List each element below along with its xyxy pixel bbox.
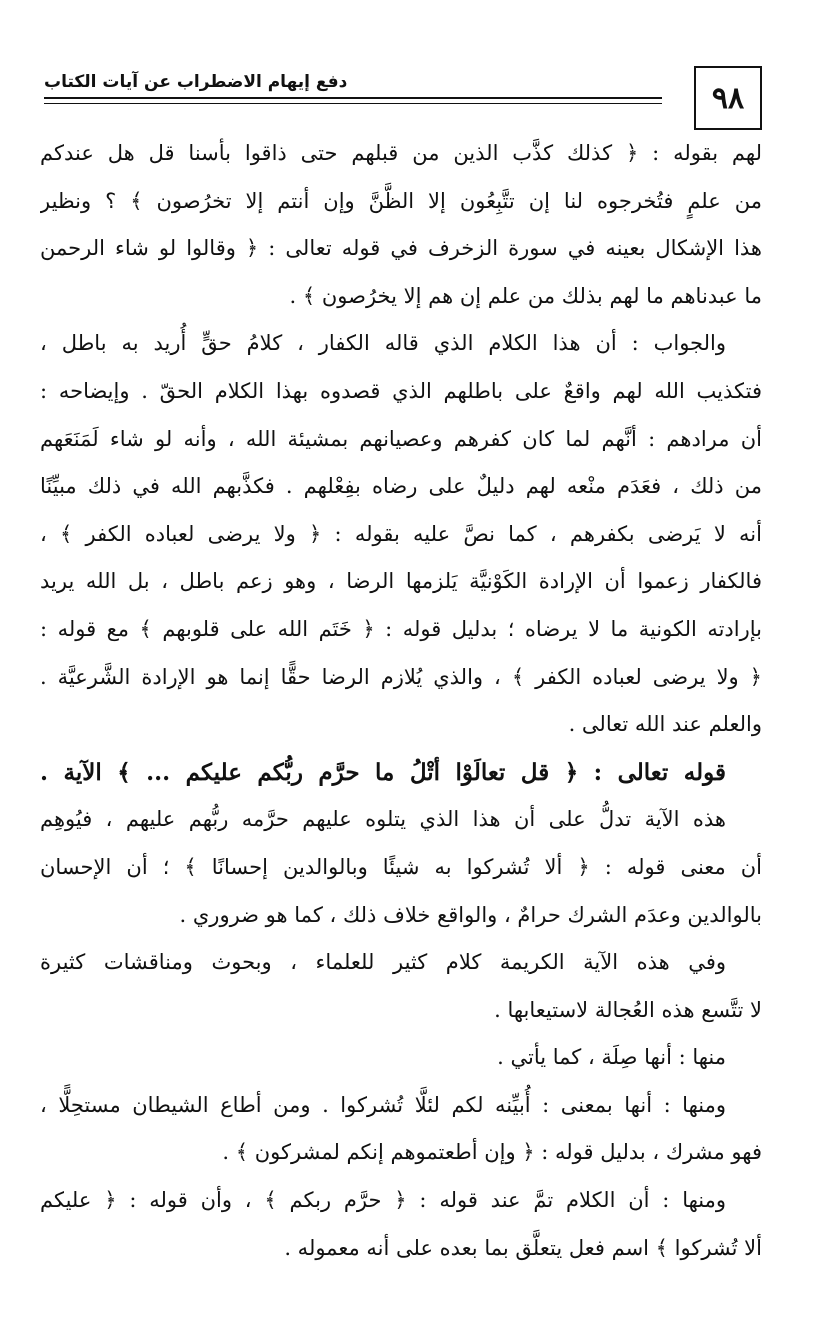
text-line: لهم بقوله : ﴿ كذلك كذَّب الذين من قبلهم حتى ذاقوا بأسنا قل هل عندكم (40, 141, 762, 165)
header-rule-thick (44, 97, 662, 99)
text-line: ألا تُشركوا ﴾ اسم فعل يتعلَّق بما بعده على أنه معموله . (284, 1235, 762, 1260)
text-line: أن مرادهم : أنَّهم لما كان كفرهم وعصيانهم بمشيئة الله ، وأنه لو شاء لَمَنَعَهم (40, 426, 762, 451)
text-line: من علمٍ فتُخرجوه لنا إن تتَّبِعُون إلا الظَّنَّ وإن أنتم إلا تخرُصون ﴾ ؟ ونظير (40, 188, 762, 213)
text-line: من ذلك ، فعَدَم منْعه لهم دليلٌ على رضاه بفِعْلهم . فكذَّبهم الله في ذلك مبيِّنًا (40, 474, 762, 499)
text-line: وفي هذه الآية الكريمة كلام كثير للعلماء ، وبحوث ومناقشات كثيرة (40, 950, 726, 975)
text-line: فتكذيب الله لهم واقعٌ على باطلهم الذي قصدوه بهذا الكلام الحقّ . وإيضاحه : (40, 378, 762, 403)
text-line: ما عبدناهم ما لهم بذلك من علم إن هم إلا يخرُصون ﴾ . (289, 283, 762, 308)
text-line: هذا الإشكال بعينه في سورة الزخرف في قوله تعالى : ﴿ وقالوا لو شاء الرحمن (40, 236, 762, 261)
text-line: أنه لا يَرضى بكفرهم ، كما نصَّ عليه بقوله : ﴿ ولا يرضى لعباده الكفر ﴾ ، (40, 521, 762, 546)
text-line: فهو مشرك ، بدليل قوله : ﴿ وإن أطعتموهم إنكم لمشركون ﴾ . (222, 1140, 762, 1165)
text-line: هذه الآية تدلُّ على أن هذا الذي يتلوه عليهم حرَّمه ربُّهم عليهم ، فيُوهِم (40, 807, 726, 832)
text-line: ﴿ ولا يرضى لعباده الكفر ﴾ ، والذي يُلازم الرضا حقًّا إنما هو الإرادة الشَّرعيَّة . (40, 664, 762, 689)
body-text (40, 130, 762, 1272)
header-rule-thin (44, 103, 662, 104)
running-header-title: دفع إيهام الاضطراب عن آيات الكتاب (44, 72, 348, 92)
text-line: أن معنى قوله : ﴿ ألا تُشركوا به شيئًا وبالوالدين إحسانًا ﴾ ؛ أن الإحسان (40, 854, 762, 879)
text-line: والعلم عند الله تعالى . (568, 712, 762, 737)
text-line: ومنها : أن الكلام تمَّ عند قوله : ﴿ حرَّم ربكم ﴾ ، وأن قوله : ﴿ عليكم (40, 1188, 726, 1213)
section-heading: قوله تعالى : ﴿ قل تعالَوْا أتْلُ ما حرَّم ربُّكم عليكم ... ﴾ الآية . (40, 758, 726, 786)
text-line: فالكفار زعموا أن الإرادة الكَوْنيَّة يَلزمها الرضا ، وهو زعم باطل ، بل الله يريد (40, 569, 762, 594)
text-line: والجواب : أن هذا الكلام الذي قاله الكفار ، كلامُ حقٍّ أُريد به باطل ، (40, 331, 726, 356)
text-line: بالوالدين وعدَم الشرك حرامٌ ، والواقع خلاف ذلك ، كما هو ضروري . (179, 902, 762, 927)
text-line: لا تتَّسع هذه العُجالة لاستيعابها . (494, 997, 762, 1022)
text-line: ومنها : أنها بمعنى : أُبيِّنه لكم لئلَّا تُشركوا . ومن أطاع الشيطان مستحِلًّا ، (40, 1092, 726, 1117)
text-line: منها : أنها صِلَة ، كما يأتي . (497, 1045, 726, 1070)
text-line: بإرادته الكونية ما لا يرضاه ؛ بدليل قوله : ﴿ خَتَم الله على قلوبهم ﴾ مع قوله : (40, 616, 762, 641)
page-number: ٩٨ (694, 66, 762, 130)
